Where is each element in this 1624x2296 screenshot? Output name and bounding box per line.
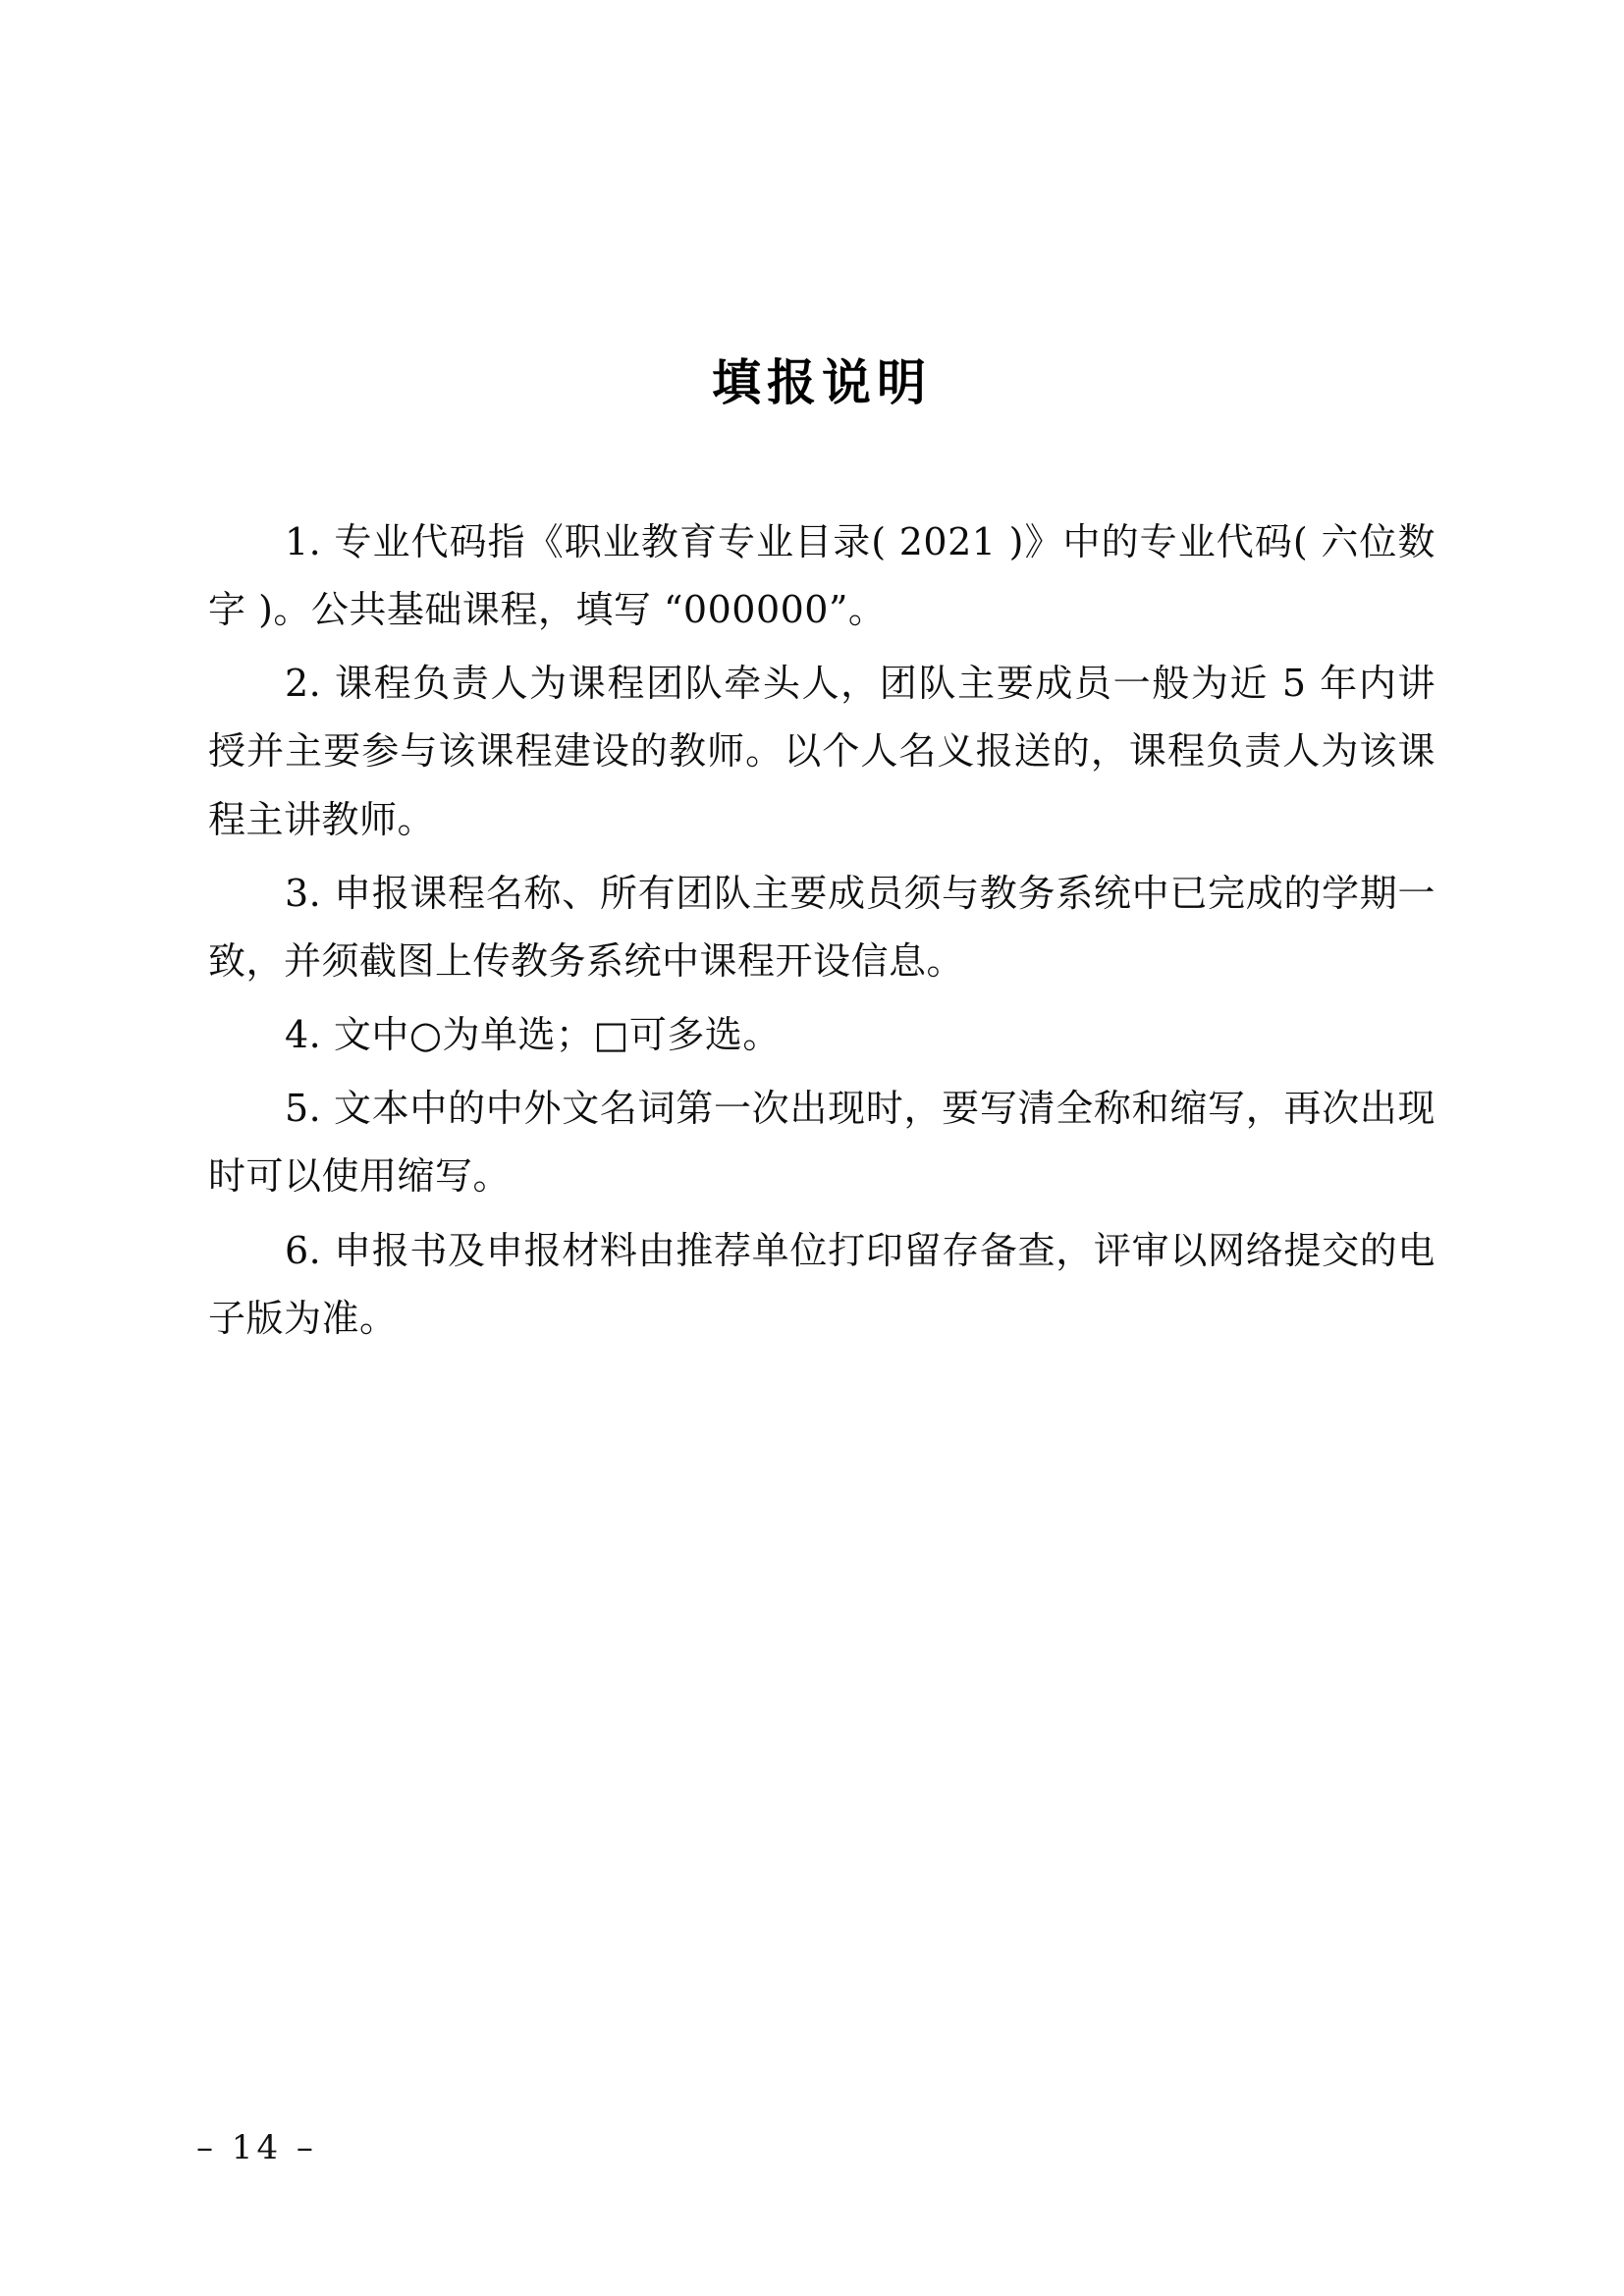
page-number: – 14 –: [196, 2128, 317, 2167]
instruction-paragraph-1: 1. 专业代码指《职业教育专业目录( 2021 )》中的专业代码( 六位数字 )。公共基础课程，填写 “000000”。: [208, 520, 1435, 632]
instruction-paragraph-4: 4. 文中○为单选；□可多选。: [285, 1013, 781, 1057]
instruction-paragraph-6: 6. 申报书及申报材料由推荐单位打印留存备查，评审以网络提交的电子版为准。: [208, 1228, 1435, 1340]
page-title: 填报说明: [712, 353, 932, 411]
page-content: [208, 344, 1435, 1359]
instruction-paragraph-5: 5. 文本中的中外文名词第一次出现时，要写清全称和缩写，再次出现时可以使用缩写。: [208, 1087, 1435, 1199]
instruction-paragraph-3: 3. 申报课程名称、所有团队主要成员须与教务系统中已完成的学期一致，并须截图上传教务系统中课程开设信息。: [208, 871, 1435, 983]
instruction-paragraph-2: 2. 课程负责人为课程团队牵头人，团队主要成员一般为近 5 年内讲授并主要参与该课程建设的教师。以个人名义报送的，课程负责人为该课程主讲教师。: [208, 662, 1435, 841]
